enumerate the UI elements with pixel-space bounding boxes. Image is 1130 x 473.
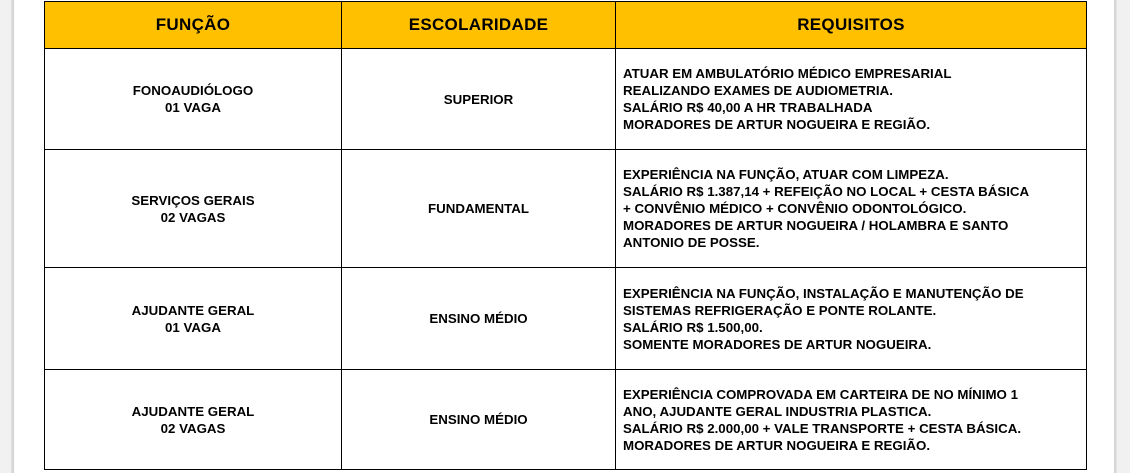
funcao-vagas: 02 VAGAS [160, 209, 226, 225]
escolaridade-cell: ENSINO MÉDIO [342, 370, 616, 470]
requisitos-cell [616, 49, 1087, 150]
header-escolaridade: ESCOLARIDADE [342, 2, 616, 49]
requisito-line: ANTONIO DE POSSE. [623, 235, 760, 250]
escolaridade-cell: SUPERIOR [342, 49, 616, 150]
requisito-line: EXPERIÊNCIA COMPROVADA EM CARTEIRA DE NO MÍNIMO 1 [623, 386, 1018, 402]
header-funcao: FUNÇÃO [45, 2, 342, 49]
funcao-vagas: 01 VAGA [165, 100, 221, 115]
funcao-cell [45, 268, 342, 370]
escolaridade-cell: ENSINO MÉDIO [342, 268, 616, 370]
table-row [45, 49, 1087, 150]
header-requisitos: REQUISITOS [616, 2, 1087, 49]
requisito-line: SALÁRIO R$ 2.000,00 + VALE TRANSPORTE + CESTA BÁSICA. [623, 420, 1022, 436]
escolaridade-cell: FUNDAMENTAL [342, 150, 616, 268]
requisito-line: SALÁRIO R$ 1.387,14 + REFEIÇÃO NO LOCAL + CESTA BÁSICA [623, 184, 1030, 199]
funcao-vagas: 01 VAGA [165, 319, 221, 335]
requisito-line: SALÁRIO R$ 40,00 A HR TRABALHADA [623, 100, 873, 115]
funcao-cell [45, 49, 342, 150]
requisito-line: MORADORES DE ARTUR NOGUEIRA E REGIÃO. [623, 117, 931, 132]
table-row [45, 150, 1087, 268]
requisito-line: SOMENTE MORADORES DE ARTUR NOGUEIRA. [623, 336, 932, 352]
requisito-line: + CONVÊNIO MÉDICO + CONVÊNIO ODONTOLÓGICO. [623, 201, 967, 216]
requisito-line: MORADORES DE ARTUR NOGUEIRA / HOLAMBRA E SANTO [623, 218, 1009, 233]
funcao-title: AJUDANTE GERAL [131, 302, 255, 318]
table-row [45, 370, 1087, 470]
requisito-line: MORADORES DE ARTUR NOGUEIRA E REGIÃO. [623, 437, 931, 453]
requisito-line: ATUAR EM AMBULATÓRIO MÉDICO EMPRESARIAL [623, 66, 952, 81]
page-shadow-right [1114, 0, 1117, 473]
funcao-title: AJUDANTE GERAL [131, 403, 255, 419]
funcao-cell [45, 370, 342, 470]
requisito-line: SISTEMAS REFRIGERAÇÃO E PONTE ROLANTE. [623, 302, 937, 318]
requisito-line: REALIZANDO EXAMES DE AUDIOMETRIA. [623, 83, 893, 98]
funcao-cell [45, 150, 342, 268]
requisito-line: EXPERIÊNCIA NA FUNÇÃO, INSTALAÇÃO E MANUTENÇÃO DE [623, 285, 1024, 301]
requisito-line: SALÁRIO R$ 1.500,00. [623, 319, 763, 335]
table-header-row [45, 2, 1087, 49]
requisitos-cell [616, 370, 1087, 470]
funcao-vagas: 02 VAGAS [160, 420, 226, 436]
requisitos-cell [616, 268, 1087, 370]
job-openings-table [44, 1, 1087, 470]
table-row [45, 268, 1087, 370]
requisito-line: EXPERIÊNCIA NA FUNÇÃO, ATUAR COM LIMPEZA. [623, 167, 949, 182]
funcao-title: SERVIÇOS GERAIS [131, 192, 255, 208]
funcao-title: FONOAUDIÓLOGO [132, 83, 254, 98]
requisitos-cell [616, 150, 1087, 268]
requisito-line: ANO, AJUDANTE GERAL INDUSTRIA PLASTICA. [623, 403, 932, 419]
